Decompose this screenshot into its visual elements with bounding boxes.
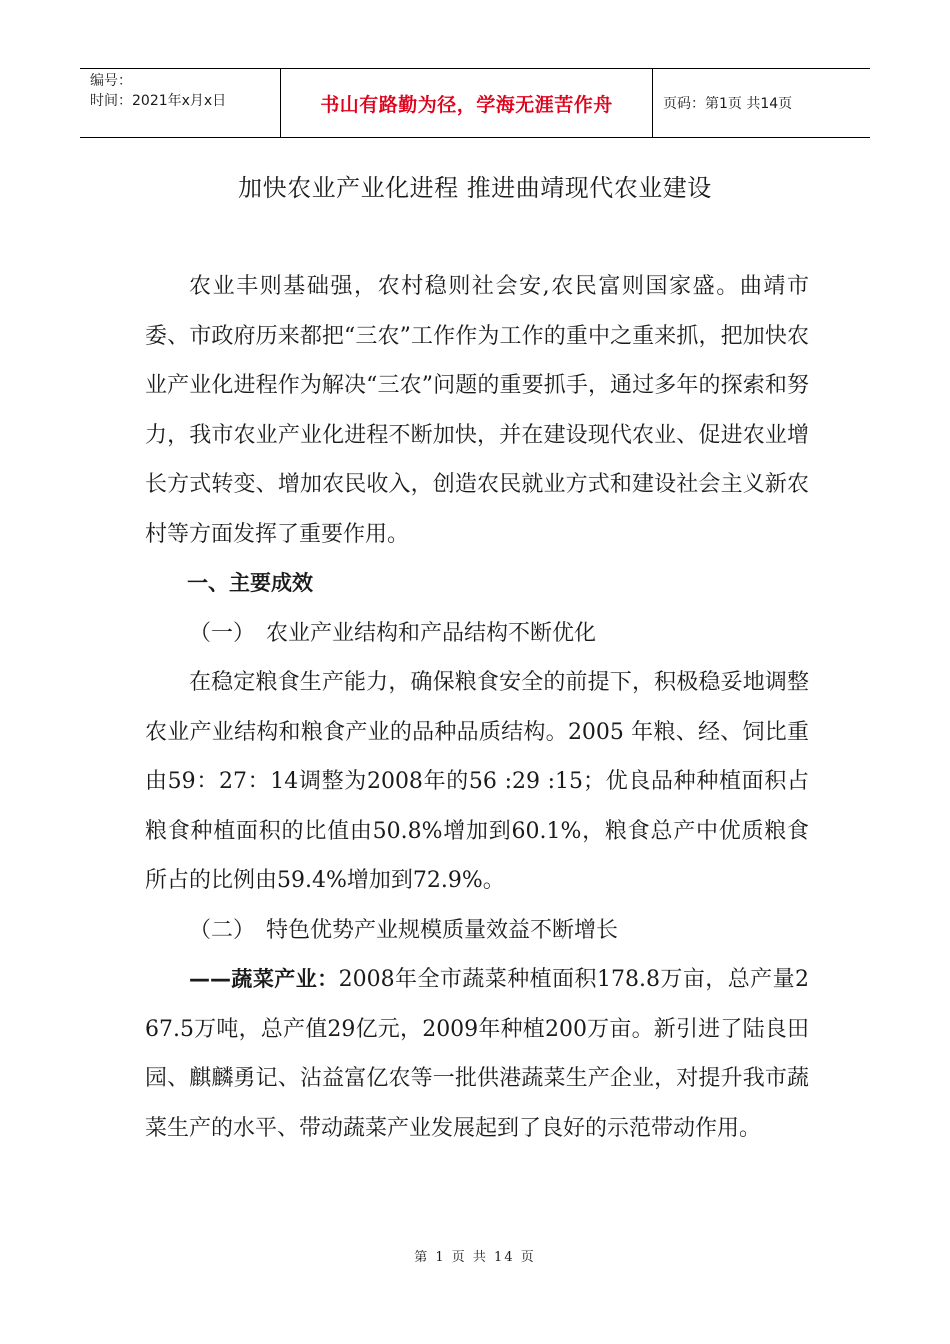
subsection-heading-1: （一） 农业产业结构和产品结构不断优化 xyxy=(189,620,597,646)
motto-text: 书山有路勤为径，学海无涯苦作舟 xyxy=(320,93,613,116)
document-title: 加快农业产业化进程 推进曲靖现代农业建设 xyxy=(238,174,712,202)
header-page-cell xyxy=(653,69,870,137)
header-motto-cell xyxy=(281,69,653,137)
date-label: 时间：2021年x月x日 xyxy=(90,93,227,109)
page-info: 页码：第1页 共14页 xyxy=(663,96,793,112)
document-body xyxy=(145,262,809,1153)
document-header xyxy=(80,68,870,138)
vegetable-industry-paragraph xyxy=(145,955,809,1153)
vegetable-industry-text: 2008年全市蔬菜种植面积178.8万亩，总产量267.5万吨，总产值29亿元，2009年种植200万亩。新引进了陆良田园、麒麟勇记、沾益富亿农等一批供港蔬菜生产企业，对提升我市蔬菜生产的水平、带动蔬菜产业发展起到了良好的示范带动作用。 xyxy=(145,967,810,1141)
intro-paragraph: 农业丰则基础强，农村稳则社会安,农民富则国家盛。曲靖市委、市政府历来都把“三农”工作作为工作的重中之重来抓，把加快农业产业化进程作为解决“三农”问题的重要抓手，通过多年的探索和努力，我市农业产业化进程不断加快，并在建设现代农业、促进农业增长方式转变、增加农民收入，创造农民就业方式和建设社会主义新农村等方面发挥了重要作用。 xyxy=(145,274,809,547)
subsection-heading-2: （二） 特色优势产业规模质量效益不断增长 xyxy=(189,917,619,943)
vegetable-industry-lead: ——蔬菜产业： xyxy=(189,967,339,991)
subsection-1-paragraph: 在稳定粮食生产能力，确保粮食安全的前提下，积极稳妥地调整农业产业结构和粮食产业的品种品质结构。2005 年粮、经、饲比重由59：27：14调整为2008年的56 :29 :15；优良品种种植面积占粮食种植面积的比值由50.8%增加到60.1%，粮食总产中优质粮食所占的比例由59.4%增加到72.9%。 xyxy=(145,670,809,893)
page-footer: 第 1 页 共 14 页 xyxy=(414,1250,536,1265)
header-meta-cell xyxy=(80,69,281,137)
section-heading-main-achievements: 一、主要成效 xyxy=(187,571,313,595)
number-label: 编号： xyxy=(90,73,132,89)
